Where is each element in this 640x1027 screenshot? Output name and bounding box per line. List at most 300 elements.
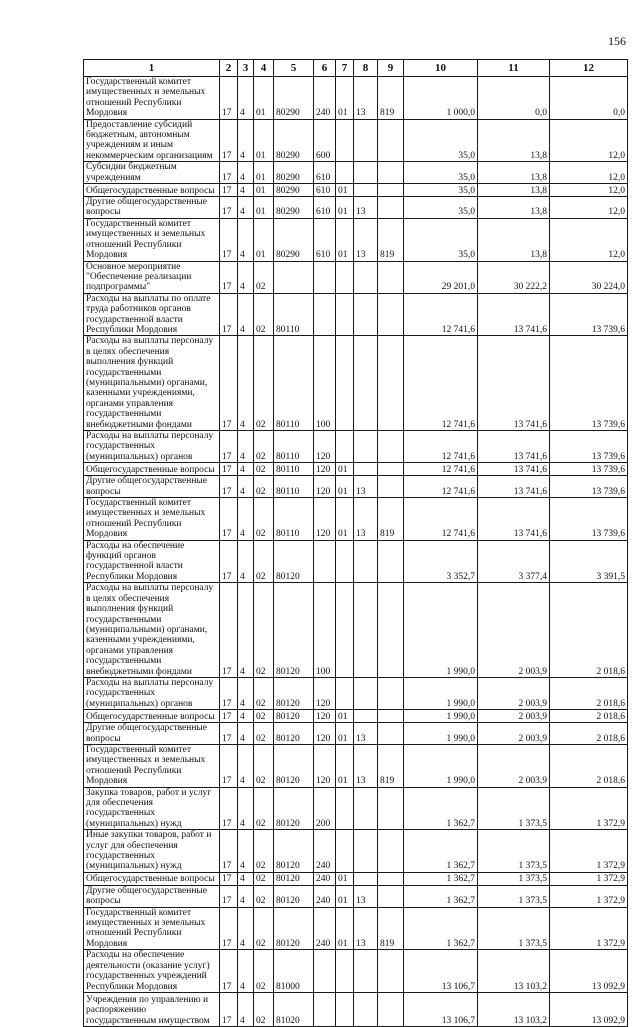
cell-code-9: 819: [378, 77, 404, 120]
cell-code-2: 17: [220, 293, 238, 336]
cell-code-8: 13: [354, 744, 378, 787]
cell-code-7: [336, 787, 354, 830]
cell-code-9: [378, 950, 404, 993]
cell-amount-12: 13 739,6: [550, 431, 628, 463]
cell-code-8: 13: [354, 885, 378, 907]
cell-code-5: 80290: [274, 77, 314, 120]
cell-amount-10: 1 362,7: [404, 872, 478, 885]
cell-amount-11: 13,8: [478, 197, 550, 219]
cell-amount-11: 13 103,2: [478, 992, 550, 1026]
cell-code-4: 01: [254, 197, 274, 219]
cell-amount-12: 1 372,9: [550, 907, 628, 950]
table-row: [84, 540, 628, 583]
cell-amount-10: 35,0: [404, 162, 478, 184]
cell-code-5: 80120: [274, 787, 314, 830]
cell-code-8: [354, 677, 378, 709]
cell-code-3: 4: [238, 476, 254, 498]
cell-code-4: 02: [254, 885, 274, 907]
row-name: Общегосударственные вопросы: [84, 463, 220, 476]
cell-amount-11: 0,0: [478, 77, 550, 120]
cell-amount-12: 13 739,6: [550, 498, 628, 541]
cell-code-4: 01: [254, 77, 274, 120]
cell-amount-11: 1 373,5: [478, 787, 550, 830]
cell-code-8: 13: [354, 498, 378, 541]
cell-code-6: 120: [314, 498, 336, 541]
cell-code-5: 80110: [274, 293, 314, 336]
cell-code-7: 01: [336, 744, 354, 787]
cell-code-5: 80110: [274, 336, 314, 431]
cell-code-3: 4: [238, 872, 254, 885]
cell-code-8: [354, 261, 378, 293]
cell-amount-11: 2 003,9: [478, 583, 550, 678]
row-name: Расходы на выплаты по оплате труда работников органов государственной власти Республики Мордовия: [84, 293, 220, 336]
table-row: [84, 710, 628, 723]
cell-code-9: [378, 476, 404, 498]
cell-code-7: [336, 950, 354, 993]
cell-amount-10: 13 106,7: [404, 950, 478, 993]
cell-code-5: 80290: [274, 197, 314, 219]
cell-code-2: 17: [220, 476, 238, 498]
row-name: Предоставление субсидий бюджетным, автономным учреждениям и иным некоммерческим организациям: [84, 119, 220, 162]
cell-code-3: 4: [238, 787, 254, 830]
cell-code-2: 17: [220, 885, 238, 907]
cell-code-4: 02: [254, 744, 274, 787]
cell-code-6: [314, 293, 336, 336]
cell-code-6: 610: [314, 197, 336, 219]
cell-amount-11: 13,8: [478, 119, 550, 162]
cell-code-5: 80120: [274, 677, 314, 709]
cell-code-3: 4: [238, 540, 254, 583]
cell-code-3: 4: [238, 907, 254, 950]
table-row: [84, 830, 628, 873]
cell-amount-11: 13 741,6: [478, 336, 550, 431]
cell-amount-12: 3 391,5: [550, 540, 628, 583]
table-row: [84, 119, 628, 162]
cell-code-6: 240: [314, 885, 336, 907]
cell-code-8: 13: [354, 218, 378, 261]
cell-code-2: 17: [220, 907, 238, 950]
column-header: 11: [478, 60, 550, 77]
column-header: 5: [274, 60, 314, 77]
cell-code-7: [336, 431, 354, 463]
cell-amount-10: 12 741,6: [404, 463, 478, 476]
row-name: Расходы на выплаты персоналу государственных (муниципальных) органов: [84, 677, 220, 709]
cell-code-8: [354, 463, 378, 476]
cell-code-7: [336, 540, 354, 583]
cell-code-3: 4: [238, 184, 254, 197]
cell-code-8: [354, 583, 378, 678]
cell-code-4: 01: [254, 119, 274, 162]
cell-code-6: [314, 261, 336, 293]
cell-code-8: [354, 872, 378, 885]
cell-code-6: 120: [314, 710, 336, 723]
cell-code-5: 80110: [274, 498, 314, 541]
cell-code-3: 4: [238, 463, 254, 476]
cell-amount-12: 2 018,6: [550, 583, 628, 678]
cell-code-3: 4: [238, 583, 254, 678]
cell-code-7: [336, 261, 354, 293]
column-header: 6: [314, 60, 336, 77]
cell-code-5: 80290: [274, 119, 314, 162]
cell-code-2: 17: [220, 723, 238, 745]
cell-amount-12: 12,0: [550, 119, 628, 162]
cell-code-2: 17: [220, 872, 238, 885]
column-header: 8: [354, 60, 378, 77]
cell-code-8: [354, 184, 378, 197]
cell-amount-10: 35,0: [404, 218, 478, 261]
cell-code-5: 80120: [274, 907, 314, 950]
cell-code-5: 80120: [274, 540, 314, 583]
cell-amount-11: 2 003,9: [478, 723, 550, 745]
cell-code-3: 4: [238, 218, 254, 261]
cell-code-8: [354, 540, 378, 583]
row-name: Расходы на обеспечение функций органов государственной власти Республики Мордовия: [84, 540, 220, 583]
cell-code-3: 4: [238, 885, 254, 907]
cell-code-2: 17: [220, 218, 238, 261]
cell-amount-12: 1 372,9: [550, 787, 628, 830]
cell-code-8: [354, 710, 378, 723]
cell-code-4: 02: [254, 872, 274, 885]
cell-code-6: 600: [314, 119, 336, 162]
cell-code-8: [354, 119, 378, 162]
cell-code-3: 4: [238, 119, 254, 162]
row-name: Государственный комитет имущественных и земельных отношений Республики Мордовия: [84, 907, 220, 950]
cell-code-2: 17: [220, 261, 238, 293]
cell-code-3: 4: [238, 950, 254, 993]
cell-code-6: 100: [314, 336, 336, 431]
cell-amount-10: 1 362,7: [404, 885, 478, 907]
cell-code-4: 02: [254, 830, 274, 873]
cell-code-9: [378, 197, 404, 219]
row-name: Другие общегосударственные вопросы: [84, 885, 220, 907]
cell-code-4: 02: [254, 431, 274, 463]
cell-code-3: 4: [238, 677, 254, 709]
cell-amount-12: 12,0: [550, 197, 628, 219]
column-header: 12: [550, 60, 628, 77]
column-header: 2: [220, 60, 238, 77]
cell-code-7: [336, 293, 354, 336]
cell-amount-11: 3 377,4: [478, 540, 550, 583]
cell-code-5: 80290: [274, 162, 314, 184]
cell-code-5: [274, 261, 314, 293]
row-name: Государственный комитет имущественных и земельных отношений Республики Мордовия: [84, 218, 220, 261]
cell-code-4: 02: [254, 907, 274, 950]
cell-code-6: 120: [314, 723, 336, 745]
cell-amount-10: 1 362,7: [404, 787, 478, 830]
cell-code-9: [378, 336, 404, 431]
cell-code-4: 02: [254, 950, 274, 993]
row-name: Другие общегосударственные вопросы: [84, 476, 220, 498]
cell-code-7: [336, 677, 354, 709]
cell-code-2: 17: [220, 830, 238, 873]
row-name: Расходы на выплаты персоналу государственных (муниципальных) органов: [84, 431, 220, 463]
cell-amount-12: 1 372,9: [550, 872, 628, 885]
cell-code-6: 610: [314, 184, 336, 197]
cell-code-3: 4: [238, 77, 254, 120]
row-name: Расходы на выплаты персоналу в целях обеспечения выполнения функций государственными (муниципальными) органами, казенными учреждениями, органами управления государственными внебюджетными фондами: [84, 583, 220, 678]
row-name: Закупка товаров, работ и услуг для обеспечения государственных (муниципальных) нужд: [84, 787, 220, 830]
cell-code-9: [378, 431, 404, 463]
cell-amount-11: 1 373,5: [478, 907, 550, 950]
cell-code-6: 240: [314, 872, 336, 885]
cell-amount-11: 13,8: [478, 184, 550, 197]
cell-code-5: 81000: [274, 950, 314, 993]
cell-code-4: 02: [254, 261, 274, 293]
cell-code-7: [336, 992, 354, 1026]
cell-amount-11: 2 003,9: [478, 744, 550, 787]
table-row: [84, 907, 628, 950]
column-header: 3: [238, 60, 254, 77]
cell-code-5: 80110: [274, 431, 314, 463]
cell-amount-11: 1 373,5: [478, 830, 550, 873]
cell-code-5: 81020: [274, 992, 314, 1026]
cell-code-3: 4: [238, 336, 254, 431]
cell-amount-10: 12 741,6: [404, 293, 478, 336]
cell-code-5: 80120: [274, 583, 314, 678]
cell-code-3: 4: [238, 197, 254, 219]
cell-code-9: [378, 830, 404, 873]
cell-amount-11: 1 373,5: [478, 872, 550, 885]
cell-amount-12: 1 372,9: [550, 830, 628, 873]
cell-code-9: [378, 293, 404, 336]
cell-code-9: [378, 787, 404, 830]
cell-code-2: 17: [220, 77, 238, 120]
cell-code-9: 819: [378, 744, 404, 787]
cell-amount-10: 1 990,0: [404, 677, 478, 709]
cell-code-9: [378, 885, 404, 907]
cell-amount-11: 13 741,6: [478, 463, 550, 476]
cell-code-4: 02: [254, 723, 274, 745]
cell-code-5: 80290: [274, 218, 314, 261]
cell-amount-12: 12,0: [550, 162, 628, 184]
cell-code-2: 17: [220, 677, 238, 709]
cell-code-9: 819: [378, 907, 404, 950]
row-name: Иные закупки товаров, работ и услуг для обеспечения государственных (муниципальных) нужд: [84, 830, 220, 873]
cell-amount-10: 12 741,6: [404, 336, 478, 431]
cell-code-7: 01: [336, 498, 354, 541]
column-header: 4: [254, 60, 274, 77]
cell-amount-10: 1 990,0: [404, 583, 478, 678]
cell-amount-11: 13 741,6: [478, 431, 550, 463]
cell-code-4: 01: [254, 184, 274, 197]
cell-code-8: [354, 950, 378, 993]
cell-amount-11: 13,8: [478, 218, 550, 261]
cell-code-4: 02: [254, 677, 274, 709]
row-name: Учреждения по управлению и распоряжению государственным имуществом: [84, 992, 220, 1026]
cell-code-9: 819: [378, 498, 404, 541]
cell-code-2: 17: [220, 431, 238, 463]
cell-code-4: 02: [254, 583, 274, 678]
cell-code-6: [314, 992, 336, 1026]
cell-code-2: 17: [220, 463, 238, 476]
cell-amount-11: 30 222,2: [478, 261, 550, 293]
cell-amount-12: 0,0: [550, 77, 628, 120]
table-row: [84, 463, 628, 476]
cell-code-7: [336, 162, 354, 184]
table-row: [84, 184, 628, 197]
cell-amount-12: 12,0: [550, 184, 628, 197]
cell-amount-11: 13 741,6: [478, 476, 550, 498]
cell-code-8: 13: [354, 197, 378, 219]
table-row: [84, 431, 628, 463]
cell-code-9: [378, 540, 404, 583]
cell-amount-12: 2 018,6: [550, 723, 628, 745]
cell-code-2: 17: [220, 498, 238, 541]
cell-code-9: [378, 710, 404, 723]
cell-code-8: [354, 336, 378, 431]
cell-code-3: 4: [238, 710, 254, 723]
cell-code-6: 100: [314, 583, 336, 678]
cell-code-4: 02: [254, 463, 274, 476]
row-name: Расходы на обеспечение деятельности (оказание услуг) государственных учреждений Республики Мордовия: [84, 950, 220, 993]
cell-amount-10: 1 990,0: [404, 710, 478, 723]
cell-amount-12: 12,0: [550, 218, 628, 261]
cell-code-3: 4: [238, 162, 254, 184]
cell-code-5: 80120: [274, 872, 314, 885]
table-row: [84, 787, 628, 830]
cell-code-9: 819: [378, 218, 404, 261]
cell-code-6: [314, 950, 336, 993]
cell-amount-12: 1 372,9: [550, 885, 628, 907]
cell-amount-12: 13 739,6: [550, 293, 628, 336]
cell-code-7: 01: [336, 77, 354, 120]
row-name: Государственный комитет имущественных и земельных отношений Республики Мордовия: [84, 77, 220, 120]
cell-code-6: 240: [314, 830, 336, 873]
cell-amount-11: 13 741,6: [478, 498, 550, 541]
cell-amount-12: 30 224,0: [550, 261, 628, 293]
table-row: [84, 872, 628, 885]
cell-amount-12: 13 092,9: [550, 992, 628, 1026]
cell-code-2: 17: [220, 184, 238, 197]
cell-code-2: 17: [220, 992, 238, 1026]
cell-code-4: 02: [254, 992, 274, 1026]
cell-code-9: [378, 992, 404, 1026]
cell-code-8: [354, 992, 378, 1026]
cell-amount-12: 13 739,6: [550, 336, 628, 431]
cell-code-6: [314, 540, 336, 583]
cell-code-4: 02: [254, 787, 274, 830]
cell-amount-10: 13 106,7: [404, 992, 478, 1026]
cell-amount-10: 1 990,0: [404, 744, 478, 787]
cell-code-6: 240: [314, 907, 336, 950]
cell-code-9: [378, 162, 404, 184]
cell-amount-10: 12 741,6: [404, 476, 478, 498]
row-name: Общегосударственные вопросы: [84, 710, 220, 723]
cell-code-7: 01: [336, 710, 354, 723]
cell-code-9: [378, 119, 404, 162]
cell-code-2: 17: [220, 119, 238, 162]
cell-code-7: 01: [336, 872, 354, 885]
cell-code-7: 01: [336, 723, 354, 745]
cell-code-8: 13: [354, 77, 378, 120]
cell-code-5: 80120: [274, 744, 314, 787]
cell-code-4: 02: [254, 498, 274, 541]
cell-amount-10: 29 201,0: [404, 261, 478, 293]
cell-code-4: 02: [254, 293, 274, 336]
cell-amount-10: 12 741,6: [404, 431, 478, 463]
cell-code-9: [378, 872, 404, 885]
cell-code-7: 01: [336, 197, 354, 219]
cell-amount-11: 13,8: [478, 162, 550, 184]
cell-code-7: [336, 336, 354, 431]
cell-code-9: [378, 184, 404, 197]
cell-code-6: 120: [314, 677, 336, 709]
table-row: [84, 677, 628, 709]
row-name: Субсидии бюджетным учреждениям: [84, 162, 220, 184]
cell-code-4: 01: [254, 162, 274, 184]
row-name: Общегосударственные вопросы: [84, 872, 220, 885]
cell-code-7: [336, 583, 354, 678]
cell-code-5: 80290: [274, 184, 314, 197]
cell-code-6: 120: [314, 431, 336, 463]
column-header: 1: [84, 60, 220, 77]
cell-code-5: 80110: [274, 463, 314, 476]
cell-code-6: 200: [314, 787, 336, 830]
cell-code-3: 4: [238, 431, 254, 463]
row-name: Государственный комитет имущественных и земельных отношений Республики Мордовия: [84, 498, 220, 541]
cell-code-7: 01: [336, 463, 354, 476]
table-row: [84, 992, 628, 1026]
cell-amount-12: 13 739,6: [550, 476, 628, 498]
cell-code-7: 01: [336, 184, 354, 197]
cell-code-3: 4: [238, 723, 254, 745]
cell-code-6: 610: [314, 218, 336, 261]
table-row: [84, 885, 628, 907]
cell-code-3: 4: [238, 293, 254, 336]
cell-code-3: 4: [238, 992, 254, 1026]
table-row: [84, 293, 628, 336]
cell-amount-10: 1 000,0: [404, 77, 478, 120]
cell-code-7: [336, 830, 354, 873]
cell-code-4: 02: [254, 710, 274, 723]
row-name: Расходы на выплаты персоналу в целях обеспечения выполнения функций государственными (муниципальными) органами, казенными учреждениями, органами управления государственными внебюджетными фондами: [84, 336, 220, 431]
cell-amount-10: 1 990,0: [404, 723, 478, 745]
cell-amount-10: 35,0: [404, 184, 478, 197]
table-row: [84, 950, 628, 993]
table-row: [84, 218, 628, 261]
cell-amount-11: 2 003,9: [478, 677, 550, 709]
cell-code-5: 80120: [274, 723, 314, 745]
cell-code-2: 17: [220, 710, 238, 723]
row-name: Общегосударственные вопросы: [84, 184, 220, 197]
cell-code-2: 17: [220, 787, 238, 830]
row-name: Основное мероприятие "Обеспечение реализации подпрограммы": [84, 261, 220, 293]
table-row: [84, 583, 628, 678]
cell-amount-11: 13 741,6: [478, 293, 550, 336]
cell-code-2: 17: [220, 162, 238, 184]
cell-amount-11: 13 103,2: [478, 950, 550, 993]
cell-code-5: 80120: [274, 885, 314, 907]
cell-code-9: [378, 261, 404, 293]
cell-code-7: 01: [336, 476, 354, 498]
cell-code-8: [354, 787, 378, 830]
table-row: [84, 261, 628, 293]
cell-amount-12: 2 018,6: [550, 744, 628, 787]
table-row: [84, 498, 628, 541]
cell-amount-11: 2 003,9: [478, 710, 550, 723]
table-row: [84, 162, 628, 184]
cell-code-5: 80110: [274, 476, 314, 498]
cell-amount-12: 2 018,6: [550, 677, 628, 709]
cell-code-3: 4: [238, 744, 254, 787]
cell-code-8: 13: [354, 723, 378, 745]
budget-table: [83, 59, 628, 1027]
cell-code-2: 17: [220, 583, 238, 678]
cell-code-2: 17: [220, 197, 238, 219]
cell-amount-12: 13 739,6: [550, 463, 628, 476]
cell-code-2: 17: [220, 540, 238, 583]
row-name: Другие общегосударственные вопросы: [84, 197, 220, 219]
